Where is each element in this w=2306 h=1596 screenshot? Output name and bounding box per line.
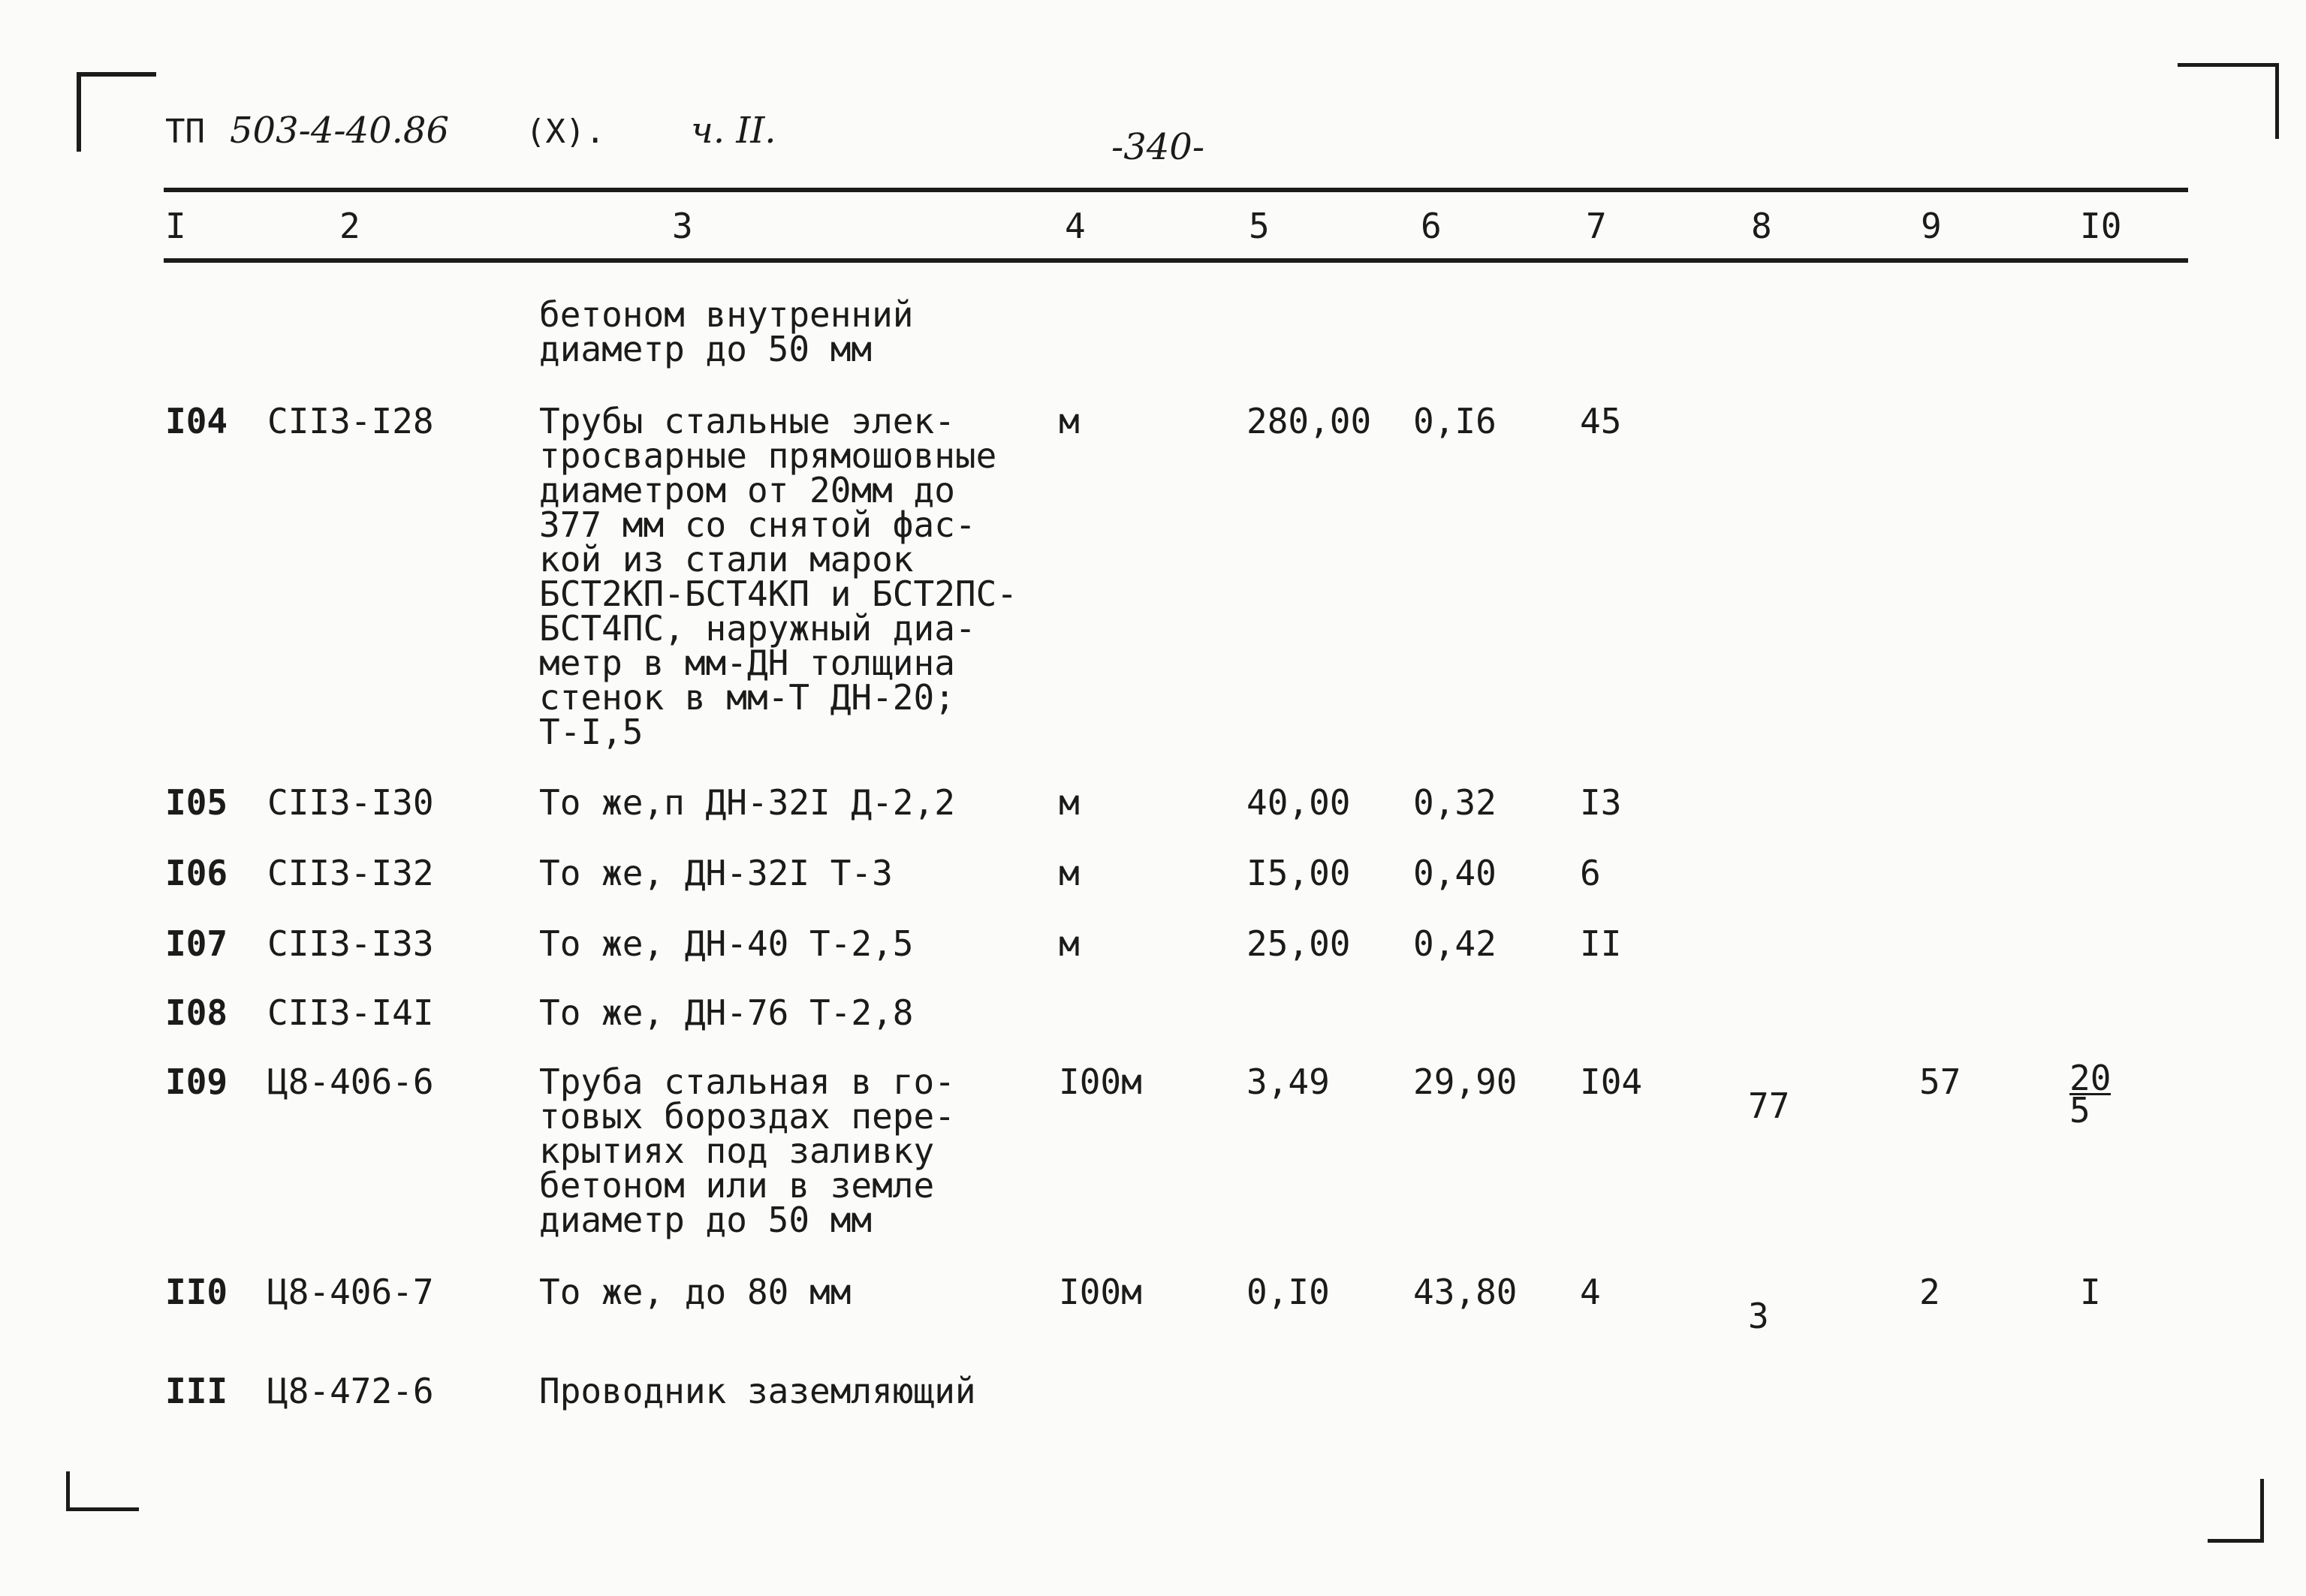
document-code-prefix: ТП xyxy=(165,113,205,151)
rate-code: Ц8-406-6 xyxy=(267,1061,434,1102)
total-cost: I3 xyxy=(1580,782,1622,823)
crop-mark-top-right xyxy=(2178,63,2279,139)
column-8-value: 77 xyxy=(1748,1086,1790,1126)
rate-code: СII3-I30 xyxy=(267,782,434,823)
row-number: I07 xyxy=(165,923,228,964)
unit-price: 43,80 xyxy=(1413,1272,1518,1312)
continuation-text: бетоном внутренний диаметр до 50 мм xyxy=(539,294,914,369)
column-header-3: 3 xyxy=(672,206,693,246)
row-number: III xyxy=(165,1371,228,1411)
table-top-rule xyxy=(164,188,2188,192)
column-header-8: 8 xyxy=(1751,206,1772,246)
column-9-value: 2 xyxy=(1919,1272,1940,1312)
column-header-5: 5 xyxy=(1249,206,1270,246)
column-header-10: I0 xyxy=(2080,206,2122,246)
crop-mark-bottom-right xyxy=(2208,1479,2264,1543)
total-cost: 6 xyxy=(1580,853,1601,893)
unit-of-measure: м xyxy=(1059,923,1080,964)
column-10-value: I xyxy=(2080,1272,2101,1312)
work-description: То же,п ДН-32I Д-2,2 xyxy=(539,782,955,823)
page-number: -340- xyxy=(1111,126,1205,168)
column-9-value: 57 xyxy=(1919,1061,1961,1102)
rate-code: СII3-I32 xyxy=(267,853,434,893)
unit-of-measure: м xyxy=(1059,853,1080,893)
work-description: Трубы стальные элек- тросварные прямошовные диаметром от 20мм до 377 мм со снятой фас- кой из стали марок БСТ2КП-БСТ4КП и БСТ2ПС- БСТ4ПС, наружный диа- метр в мм-ДН толщина стенок в мм-Т ДН-20; Т-I,5 xyxy=(539,401,1017,752)
work-description: Труба стальная в го- товых бороздах пере- крытиях под заливку бетоном или в земле диаметр до 50 мм xyxy=(539,1061,955,1240)
column-10-denominator: 5 xyxy=(2069,1090,2090,1131)
document-code-number: 503-4-40.86 xyxy=(230,110,450,152)
row-number: I09 xyxy=(165,1061,228,1102)
unit-price: 0,40 xyxy=(1413,853,1497,893)
rate-code: СII3-I4I xyxy=(267,992,434,1033)
row-number: II0 xyxy=(165,1272,228,1312)
unit-price: 29,90 xyxy=(1413,1061,1518,1102)
rate-code: СII3-I28 xyxy=(267,401,434,441)
unit-of-measure: м xyxy=(1059,782,1080,823)
row-number: I06 xyxy=(165,853,228,893)
unit-price: 0,42 xyxy=(1413,923,1497,964)
quantity: 280,00 xyxy=(1246,401,1372,441)
rate-code: Ц8-472-6 xyxy=(267,1371,434,1411)
work-description: То же, ДН-32I Т-3 xyxy=(539,853,893,893)
row-number: I08 xyxy=(165,992,228,1033)
column-8-value: 3 xyxy=(1748,1296,1769,1336)
rate-code: Ц8-406-7 xyxy=(267,1272,434,1312)
quantity: 3,49 xyxy=(1246,1061,1330,1102)
crop-mark-top-left xyxy=(77,72,156,152)
quantity: 0,I0 xyxy=(1246,1272,1330,1312)
work-description: То же, ДН-40 Т-2,5 xyxy=(539,923,914,964)
document-code-section: (X). xyxy=(526,113,605,151)
total-cost: 4 xyxy=(1580,1272,1601,1312)
quantity: 40,00 xyxy=(1246,782,1351,823)
unit-of-measure: м xyxy=(1059,401,1080,441)
row-number: I05 xyxy=(165,782,228,823)
rate-code: СII3-I33 xyxy=(267,923,434,964)
column-10-fraction xyxy=(2069,1058,2112,1131)
unit-price: 0,32 xyxy=(1413,782,1497,823)
table-header-rule xyxy=(164,258,2188,263)
work-description: То же, до 80 мм xyxy=(539,1272,852,1312)
column-header-4: 4 xyxy=(1065,206,1086,246)
column-10-numerator: 20 xyxy=(2069,1058,2112,1098)
total-cost: II xyxy=(1580,923,1622,964)
row-number: I04 xyxy=(165,401,228,441)
work-description: Проводник заземляющий xyxy=(539,1371,976,1411)
quantity: 25,00 xyxy=(1246,923,1351,964)
column-header-7: 7 xyxy=(1586,206,1607,246)
total-cost: I04 xyxy=(1580,1061,1643,1102)
column-header-2: 2 xyxy=(339,206,360,246)
total-cost: 45 xyxy=(1580,401,1622,441)
quantity: I5,00 xyxy=(1246,853,1351,893)
crop-mark-bottom-left xyxy=(66,1471,139,1511)
column-header-9: 9 xyxy=(1921,206,1942,246)
unit-of-measure: I00м xyxy=(1059,1061,1142,1102)
unit-of-measure: I00м xyxy=(1059,1272,1142,1312)
document-code-part: ч. II. xyxy=(691,110,776,152)
column-header-1: I xyxy=(165,206,186,246)
work-description: То же, ДН-76 Т-2,8 xyxy=(539,992,914,1033)
unit-price: 0,I6 xyxy=(1413,401,1497,441)
column-header-6: 6 xyxy=(1421,206,1442,246)
